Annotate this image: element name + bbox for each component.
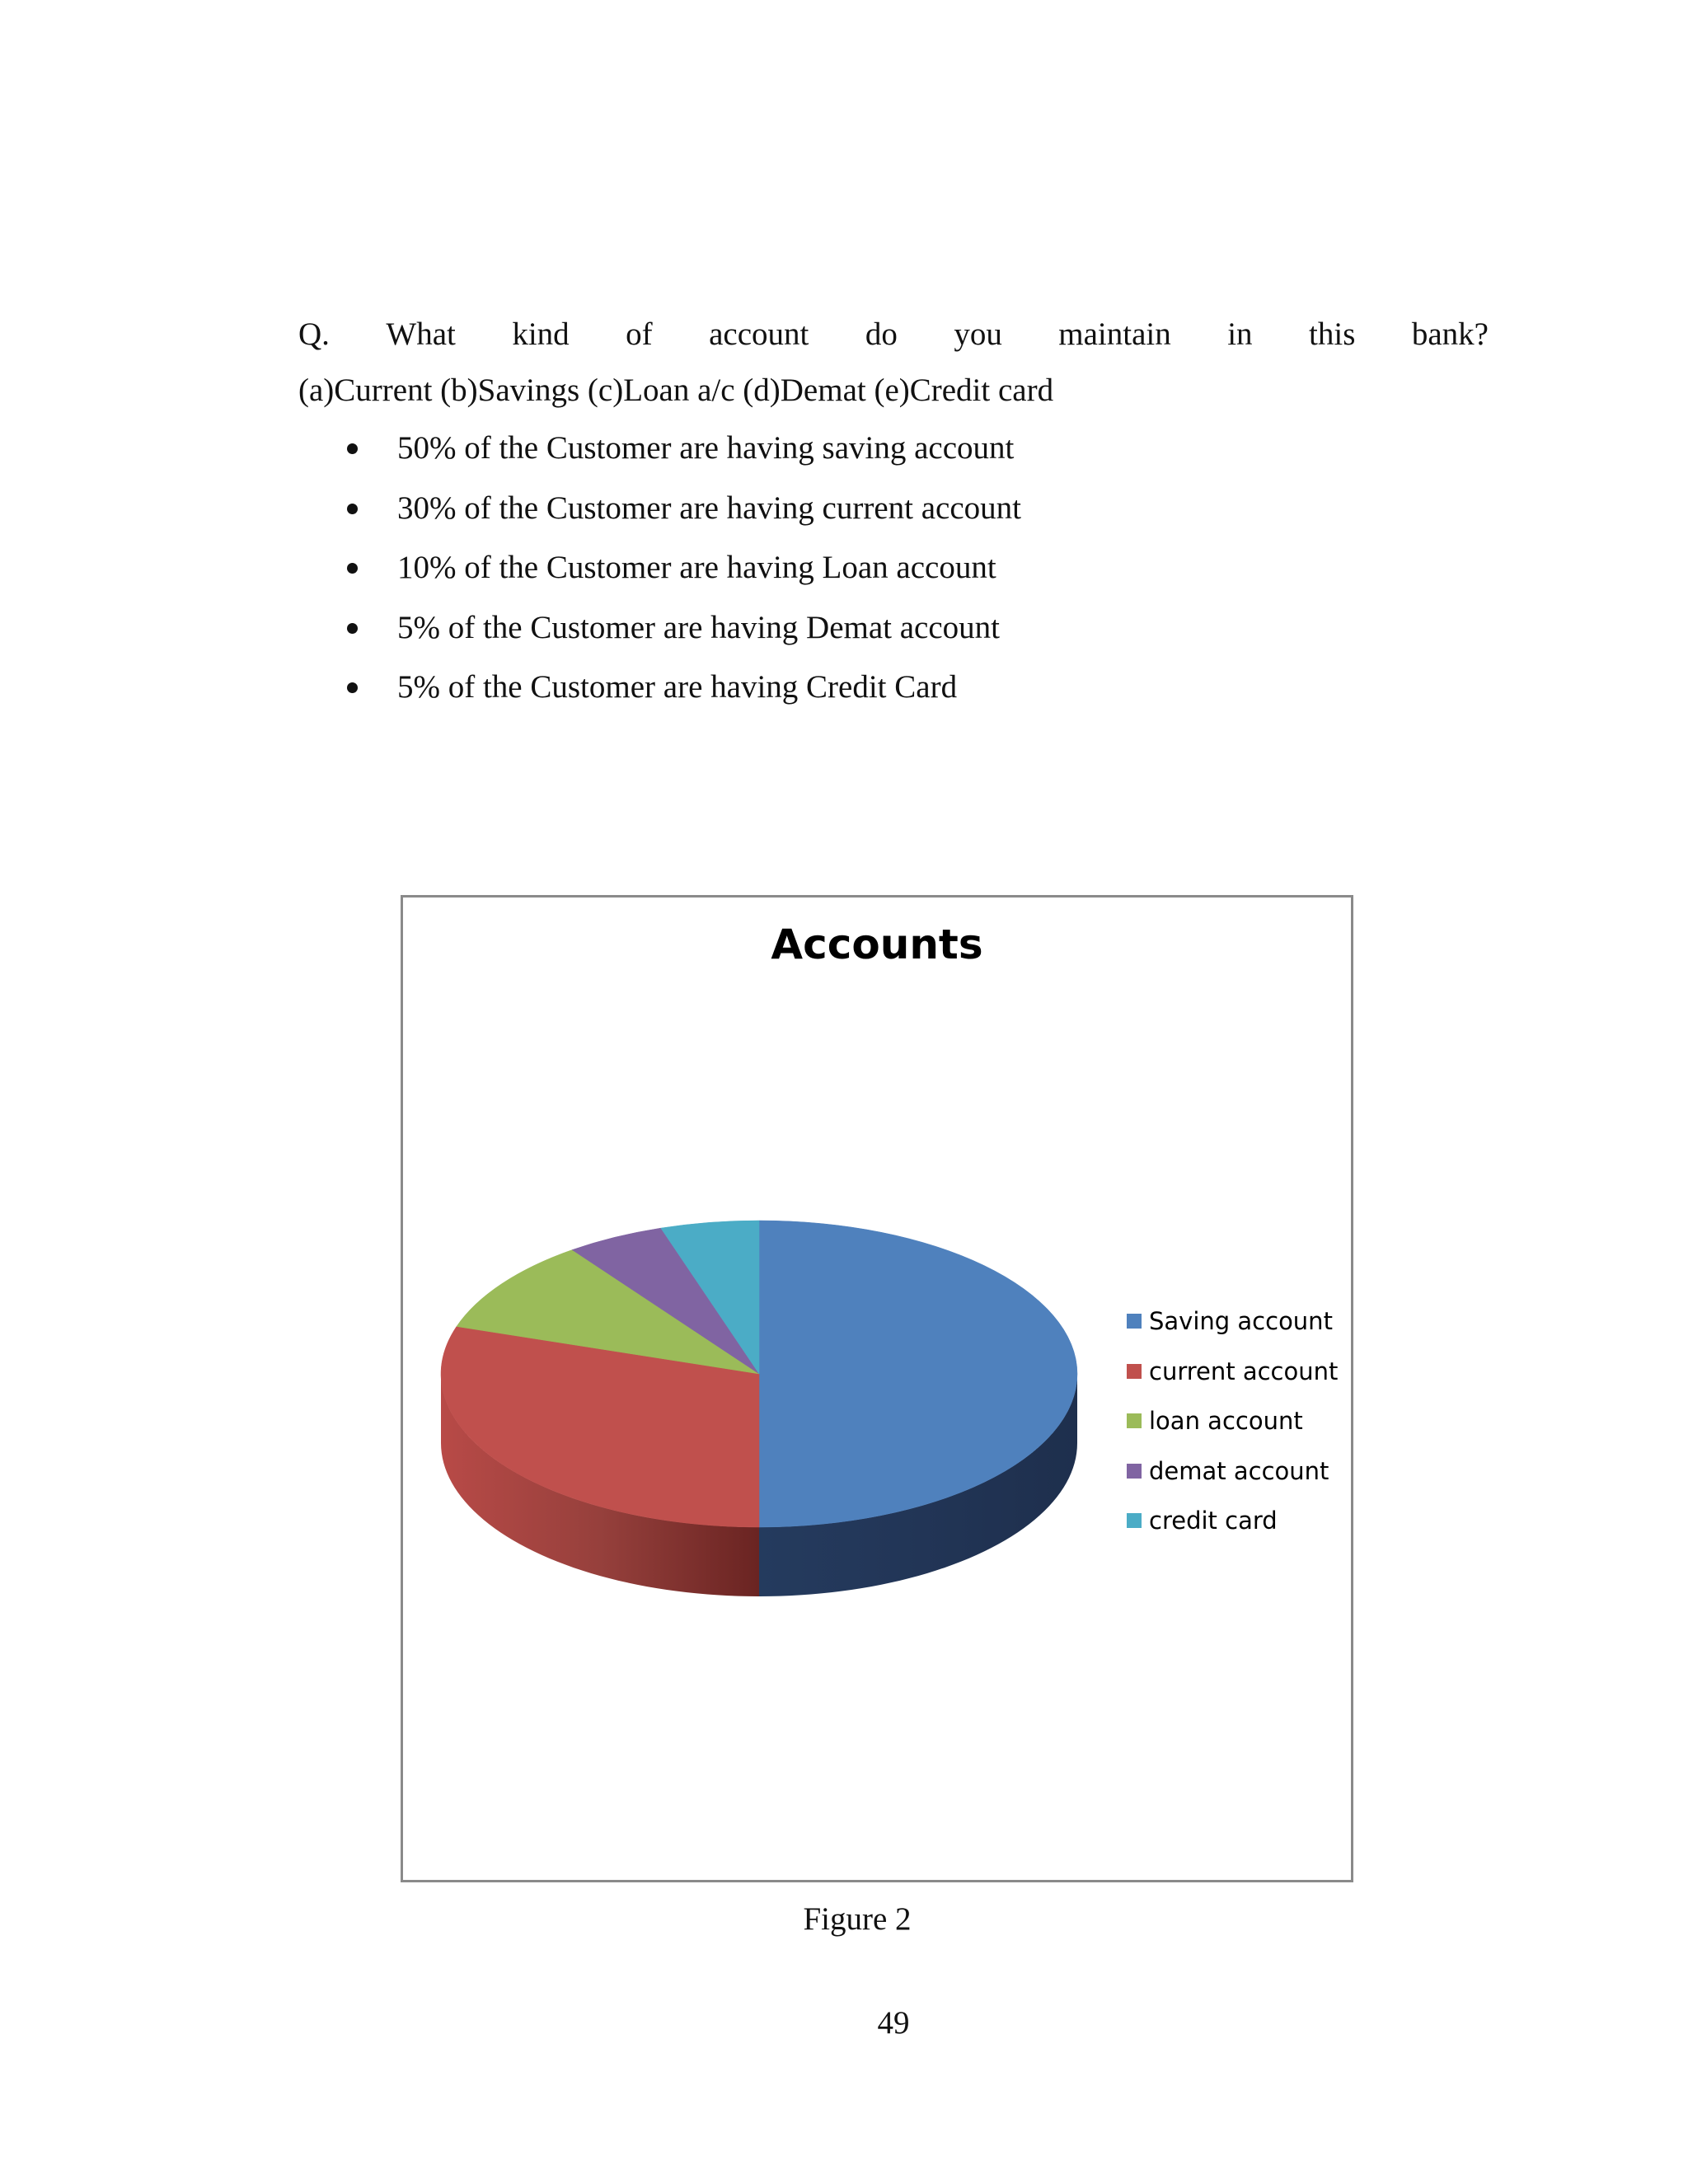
question-word: of — [626, 316, 653, 352]
list-item-text: 5% of the Customer are having Credit Card — [397, 669, 958, 705]
question-word: do — [865, 316, 898, 352]
list-item-text: 30% of the Customer are having current account — [397, 490, 1021, 526]
bullet-icon — [347, 504, 358, 514]
list-item — [298, 479, 1021, 539]
question-word: kind — [512, 316, 570, 352]
question-word: What — [386, 316, 456, 352]
question-word: Q. — [298, 316, 330, 352]
list-item — [298, 538, 1021, 598]
legend-label: current account — [1149, 1357, 1339, 1385]
question — [298, 307, 1489, 419]
legend-label: credit card — [1149, 1507, 1278, 1535]
legend-item — [1127, 1296, 1338, 1347]
list-item-text: 50% of the Customer are having saving account — [397, 430, 1015, 466]
question-options: (a)Current (b)Savings (c)Loan a/c (d)Demat (e)Credit card — [298, 373, 1054, 408]
legend-swatch — [1127, 1314, 1142, 1329]
bullet-icon — [347, 682, 358, 693]
pie-top — [441, 1221, 1077, 1527]
legend-item — [1127, 1347, 1338, 1397]
list-item-text: 5% of the Customer are having Demat account — [397, 609, 1001, 645]
legend-item — [1127, 1446, 1338, 1497]
legend-label: loan account — [1149, 1407, 1303, 1436]
question-word: account — [709, 316, 809, 352]
legend-swatch — [1127, 1513, 1142, 1528]
question-word: in — [1227, 316, 1253, 352]
question-word: maintain — [1058, 316, 1171, 352]
list-item — [298, 658, 1021, 718]
question-word: this — [1309, 316, 1356, 352]
legend-item — [1127, 1396, 1338, 1446]
legend-swatch — [1127, 1464, 1142, 1479]
list-item — [298, 419, 1021, 479]
chart-title: Accounts — [771, 921, 983, 968]
question-line — [298, 307, 1489, 363]
list-item — [298, 598, 1021, 658]
question-word: bank? — [1411, 316, 1489, 352]
figure-caption: Figure 2 — [803, 1901, 912, 1937]
bullet-icon — [347, 623, 358, 634]
legend-swatch — [1127, 1364, 1142, 1379]
question-word: you — [954, 316, 1002, 352]
legend-label: demat account — [1149, 1456, 1329, 1485]
legend-swatch — [1127, 1413, 1142, 1428]
chart-legend — [1127, 1296, 1338, 1546]
bullet-icon — [347, 563, 358, 574]
bullet-icon — [347, 443, 358, 454]
page-number: 49 — [877, 2005, 910, 2041]
list-item-text: 10% of the Customer are having Loan account — [397, 550, 996, 585]
legend-label: Saving account — [1149, 1307, 1333, 1336]
findings-list — [298, 419, 1021, 718]
chart-frame — [401, 895, 1353, 1882]
legend-item — [1127, 1496, 1338, 1546]
